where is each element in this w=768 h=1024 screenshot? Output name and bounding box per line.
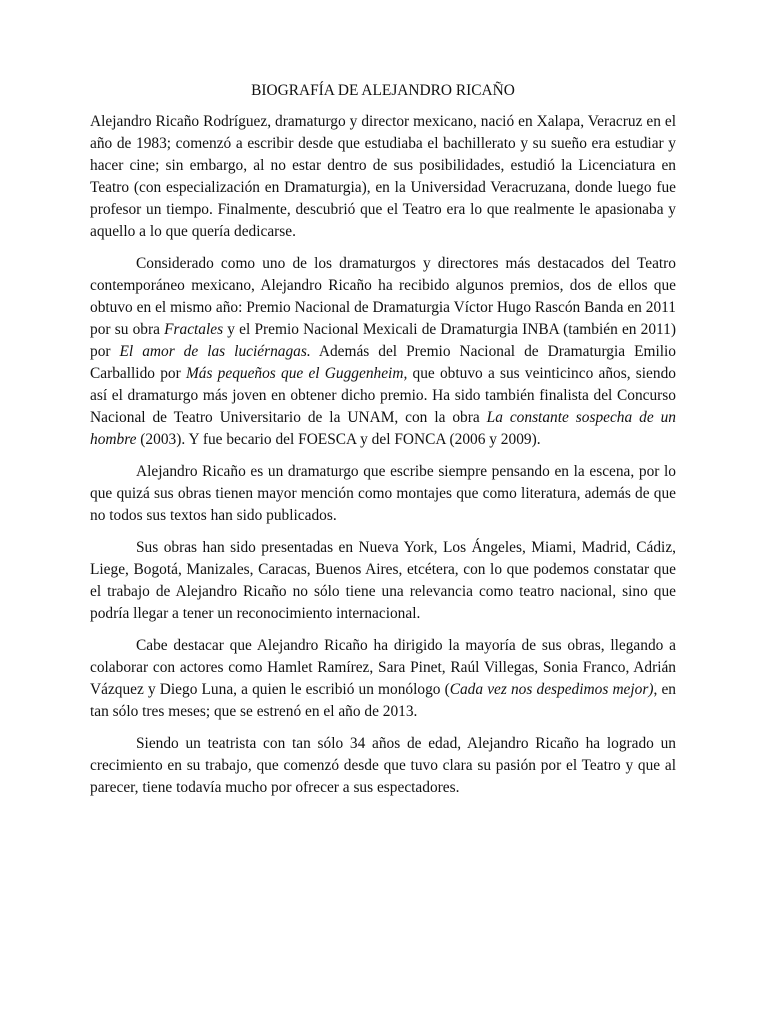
paragraph-4 — [90, 537, 676, 625]
paragraph-1 — [90, 111, 676, 243]
work-title-italic: Más pequeños que el Guggenheim, — [185, 365, 408, 382]
paragraph-3 — [90, 461, 676, 527]
paragraph-text: y el Premio Nacional Mexicali de Dramaturgia INBA (también en 2011) por — [90, 321, 676, 360]
document-title: BIOGRAFÍA DE ALEJANDRO RICAÑO — [251, 82, 515, 99]
paragraph-text: Siendo un teatrista con tan sólo 34 años de edad, Alejandro Ricaño ha logrado un crecimiento en su trabajo, que comenzó desde que tuvo clara su pasión por el Teatro y que al parecer, tiene todavía mucho por ofrecer a sus espectadores. — [90, 735, 676, 796]
paragraph-text: (2003). Y fue becario del FOESCA y del FONCA (2006 y 2009). — [136, 431, 541, 448]
work-title-italic: Cada vez nos despedimos mejor) — [449, 681, 654, 698]
document-page — [90, 80, 676, 809]
paragraph-text: Considerado como uno de los dramaturgos y directores más destacados del Teatro contemporáneo mexicano, Alejandro Ricaño ha recibido algunos premios, dos de ellos que obtuvo en el mismo año: Premio Nacional de Dramaturgia Víctor Hugo Rascón Banda en 2011 por su obra — [90, 255, 676, 338]
paragraph-6 — [90, 733, 676, 799]
paragraph-text: Cabe destacar que Alejandro Ricaño ha dirigido la mayoría de sus obras, llegando a colaborar con actores como Hamlet Ramírez, Sara Pinet, Raúl Villegas, Sonia Franco, Adrián Vázquez y Diego Luna, a quien le escribió un monólogo ( — [90, 637, 676, 698]
work-title-italic: La constante sospecha de un hombre — [90, 409, 676, 448]
paragraph-text: Alejandro Ricaño es un dramaturgo que escribe siempre pensando en la escena, por lo que quizá sus obras tienen mayor mención como montajes que como literatura, además de que no todos sus textos han sido publicados. — [90, 463, 676, 524]
paragraph-text: Sus obras han sido presentadas en Nueva York, Los Ángeles, Miami, Madrid, Cádiz, Liege, Bogotá, Manizales, Caracas, Buenos Aires, etcétera, con lo que podemos constatar que el trabajo de Alejandro Ricaño no sólo tiene una relevancia como teatro nacional, sino que podría llegar a tener un reconocimiento internacional. — [90, 539, 676, 622]
paragraph-5 — [90, 635, 676, 723]
paragraph-text: Además del Premio Nacional de Dramaturgia Emilio Carballido por — [90, 343, 676, 382]
work-title-italic: Fractales — [164, 321, 224, 338]
paragraph-text: Alejandro Ricaño Rodríguez, dramaturgo y director mexicano, nació en Xalapa, Veracruz en el año de 1983; comenzó a escribir desde que estudiaba el bachillerato y su sueño era estudiar y hacer cine; sin embargo, al no estar dentro de sus posibilidades, estudió la Licenciatura en Teatro (con especialización en Dramaturgia), en la Universidad Veracruzana, donde luego fue profesor un tiempo. Finalmente, descubrió que el Teatro era lo que realmente le apasionaba y aquello a lo que quería dedicarse. — [90, 113, 676, 240]
paragraph-text: , en tan sólo tres meses; que se estrenó en el año de 2013. — [90, 681, 676, 720]
work-title-italic: El amor de las luciérnagas. — [119, 343, 311, 360]
paragraph-text: que obtuvo a sus veinticinco años, siendo así el dramaturgo más joven en obtener dicho premio. Ha sido también finalista del Concurso Nacional de Teatro Universitario de la UNAM, con la obra — [90, 365, 676, 426]
paragraph-2 — [90, 253, 676, 451]
